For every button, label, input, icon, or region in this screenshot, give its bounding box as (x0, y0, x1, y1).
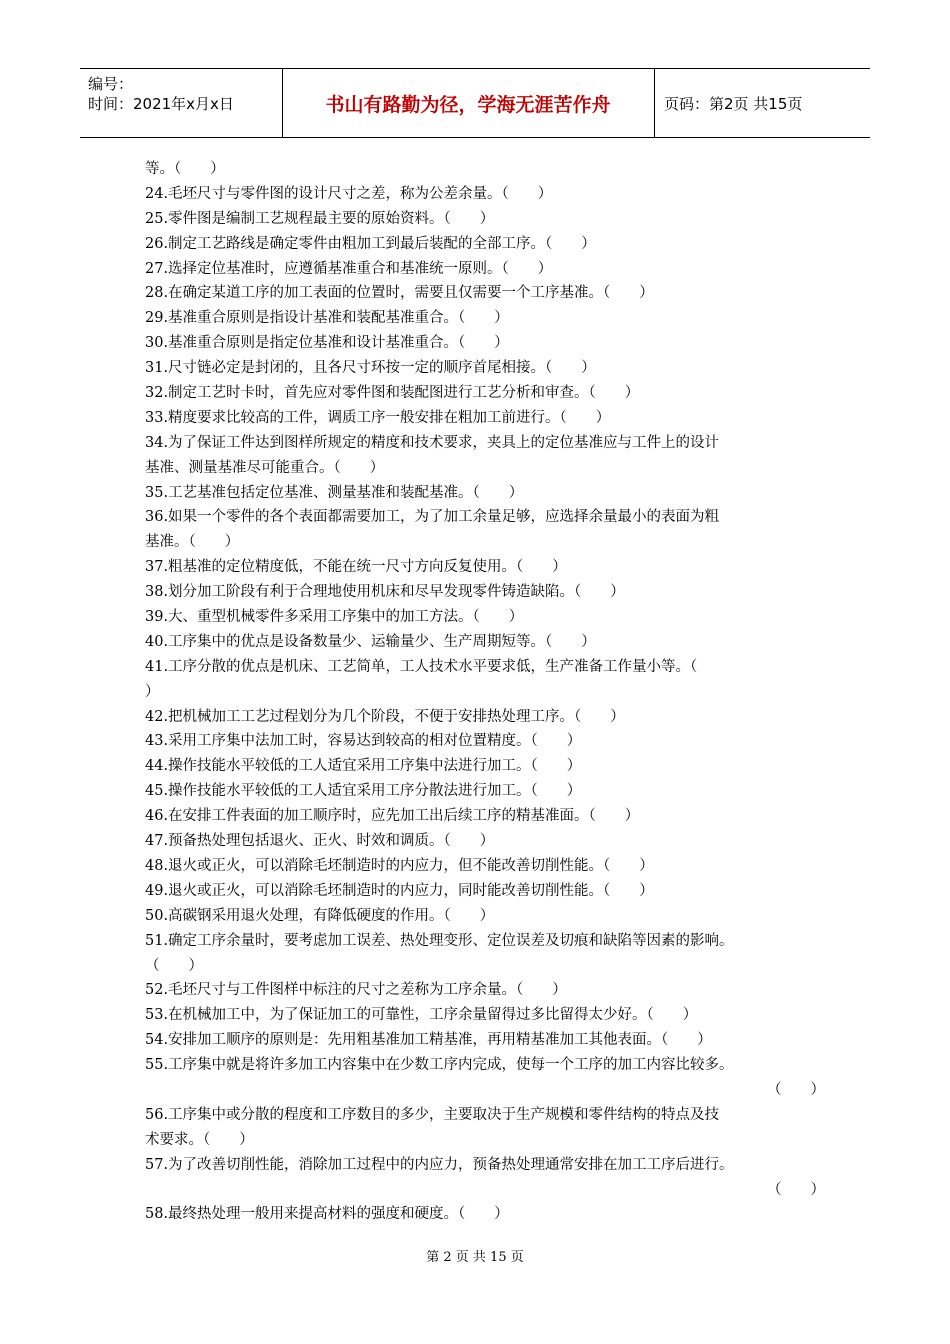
question-list (145, 157, 825, 1227)
text-line: （ ） (767, 1081, 825, 1098)
text-line: ） (145, 683, 160, 700)
text-line: 58.最终热处理一般用来提高材料的强度和硬度。（ ） (145, 1206, 509, 1223)
text-line: 30.基准重合原则是指定位基准和设计基准重合。（ ） (145, 335, 509, 352)
text-line: 44.操作技能水平较低的工人适宜采用工序集中法进行加工。（ ） (145, 758, 582, 775)
text-line: （ ） (767, 1181, 825, 1198)
text-line: 50.高碳钢采用退火处理，有降低硬度的作用。（ ） (145, 907, 495, 924)
text-line: 45.操作技能水平较低的工人适宜采用工序分散法进行加工。（ ） (145, 783, 582, 800)
header-info-cell (80, 69, 283, 137)
text-line: 49.退火或正火，可以消除毛坯制造时的内应力，同时能改善切削性能。（ ） (145, 882, 654, 899)
text-line: 51.确定工序余量时，要考虑加工误差、热处理变形、定位误差及切痕和缺陷等因素的影响。 (145, 932, 734, 949)
text-line: 54.安排加工顺序的原则是：先用粗基准加工精基准，再用精基准加工其他表面。（ ） (145, 1032, 712, 1049)
date-line: 时间：2021年x月x日 (88, 95, 234, 113)
text-line: 24.毛坯尺寸与零件图的设计尺寸之差，称为公差余量。（ ） (145, 185, 553, 202)
text-line: 40.工序集中的优点是设备数量少、运输量少、生产周期短等。（ ） (145, 633, 596, 650)
text-line: 41.工序分散的优点是机床、工艺简单，工人技术水平要求低，生产准备工作量小等。（ (145, 658, 698, 675)
text-line: 27.选择定位基准时，应遵循基准重合和基准统一原则。（ ） (145, 260, 553, 277)
text-line: 47.预备热处理包括退火、正火、时效和调质。（ ） (145, 833, 495, 850)
text-line: 34.为了保证工件达到图样所规定的精度和技术要求，夹具上的定位基准应与工件上的设计 (145, 434, 720, 451)
text-line: 52.毛坯尺寸与工件图样中标注的尺寸之差称为工序余量。（ ） (145, 982, 567, 999)
text-line: 56.工序集中或分散的程度和工序数目的多少，主要取决于生产规模和零件结构的特点及技 (145, 1106, 720, 1123)
text-line: 35.工艺基准包括定位基准、测量基准和装配基准。（ ） (145, 484, 524, 501)
text-line: 28.在确定某道工序的加工表面的位置时，需要且仅需要一个工序基准。（ ） (145, 285, 654, 302)
text-line: 37.粗基准的定位精度低，不能在统一尺寸方向反复使用。（ ） (145, 559, 567, 576)
text-line: 术要求。（ ） (145, 1131, 254, 1148)
text-line: 32.制定工艺时卡时，首先应对零件图和装配图进行工艺分析和审查。（ ） (145, 385, 640, 402)
text-line: 46.在安排工件表面的加工顺序时，应先加工出后续工序的精基准面。（ ） (145, 808, 640, 825)
text-line: 42.把机械加工工艺过程划分为几个阶段，不便于安排热处理工序。（ ） (145, 708, 625, 725)
page-footer: 第 2 页 共 15 页 (426, 1250, 524, 1265)
text-line: 33.精度要求比较高的工件，调质工序一般安排在粗加工前进行。（ ） (145, 409, 611, 426)
header-page-info: 页码：第2页 共15页 (664, 94, 803, 113)
text-line: 43.采用工序集中法加工时，容易达到较高的相对位置精度。（ ） (145, 733, 582, 750)
text-line: 53.在机械加工中，为了保证加工的可靠性，工序余量留得过多比留得太少好。（ ） (145, 1007, 698, 1024)
text-line: 25.零件图是编制工艺规程最主要的原始资料。（ ） (145, 210, 495, 227)
text-line: 29.基准重合原则是指设计基准和装配基准重合。（ ） (145, 310, 509, 327)
text-line: 等。（ ） (145, 161, 225, 177)
text-line: 31.尺寸链必定是封闭的，且各尺寸环按一定的顺序首尾相接。（ ） (145, 360, 596, 377)
text-line: 38.划分加工阶段有利于合理地使用机床和尽早发现零件铸造缺陷。（ ） (145, 584, 625, 601)
text-line: 26.制定工艺路线是确定零件由粗加工到最后装配的全部工序。（ ） (145, 235, 596, 252)
text-line: 36.如果一个零件的各个表面都需要加工，为了加工余量足够，应选择余量最小的表面为粗 (145, 509, 720, 526)
header-motto: 书山有路勤为径，学海无涯苦作舟 (282, 69, 655, 137)
text-line: 57.为了改善切削性能，消除加工过程中的内应力，预备热处理通常安排在加工工序后进行。 (145, 1156, 734, 1173)
text-line: 48.退火或正火，可以消除毛坯制造时的内应力，但不能改善切削性能。（ ） (145, 857, 654, 874)
text-line: 39.大、重型机械零件多采用工序集中的加工方法。（ ） (145, 609, 524, 626)
text-line: （ ） (145, 957, 203, 974)
code-label: 编号： (88, 75, 134, 93)
text-line: 基准。（ ） (145, 534, 240, 551)
text-line: 基准、测量基准尽可能重合。（ ） (145, 459, 385, 476)
text-line: 55.工序集中就是将许多加工内容集中在少数工序内完成，使每一个工序的加工内容比较多。 (145, 1057, 734, 1074)
page-header (80, 68, 870, 138)
